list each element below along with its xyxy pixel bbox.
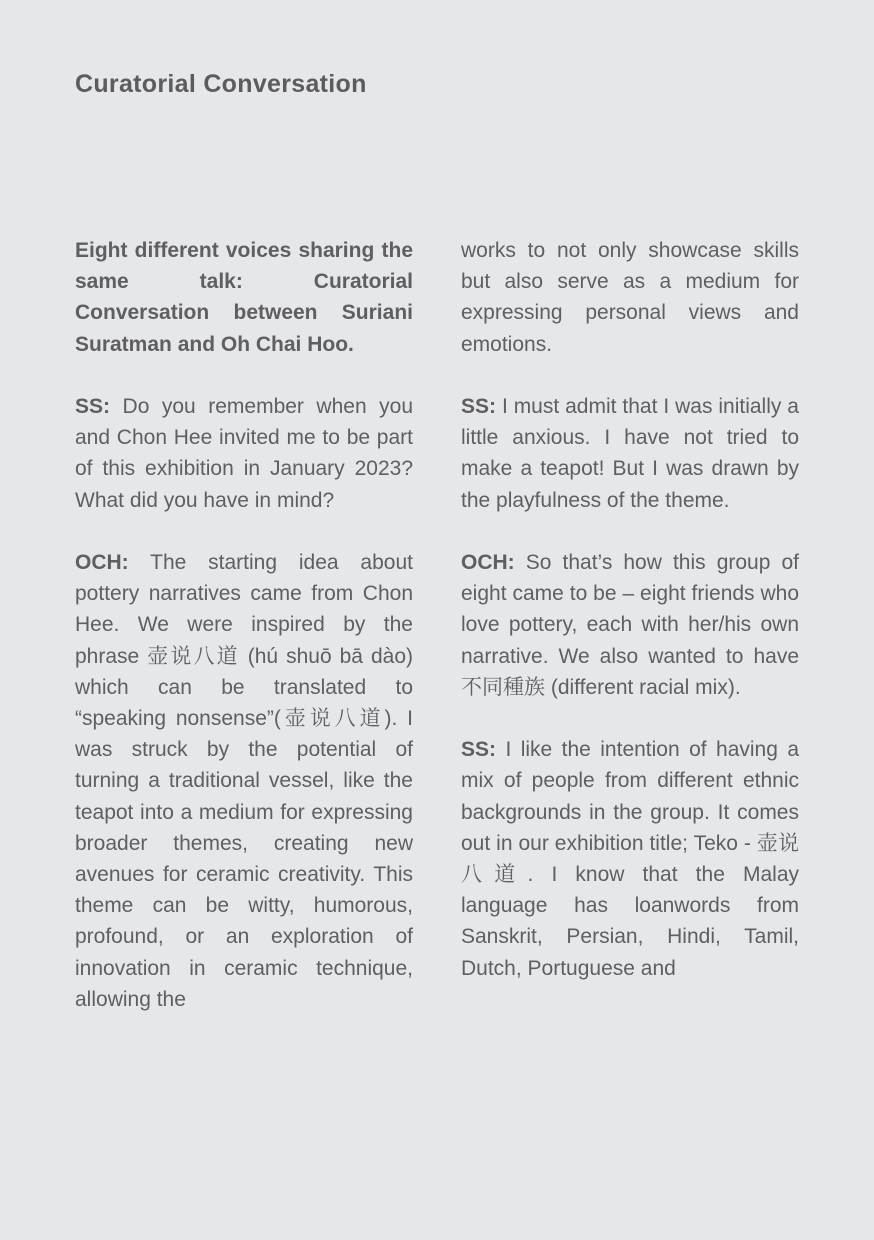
paragraph-text: Eight different voices sharing the same talk: Curatorial Conversation between Suriani Suratman and Oh Chai Hoo. (75, 239, 413, 356)
paragraph-text: I like the intention of having a mix of people from different ethnic backgrounds in the group. It comes out in our exhibition title; Teko - 壶说八道. I know that the Malay language has loanwords from Sanskrit, Persian, Hindi, Tamil, Dutch, Portuguese and (461, 738, 800, 980)
intro-heading (75, 235, 413, 360)
speaker-label: OCH: (461, 551, 515, 574)
paragraph-text: So that’s how this group of eight came to be – eight friends who love pottery, each with her/his own narrative. We also wanted to have 不同種族 (different racial mix). (461, 551, 799, 699)
speaker-label: SS: (461, 395, 497, 418)
paragraph (461, 547, 799, 703)
paragraph-text: I must admit that I was initially a little anxious. I have not tried to make a teapot! But I was drawn by the playfulness of the theme. (461, 395, 799, 512)
paragraph-text: The starting idea about pottery narratives came from Chon Hee. We were inspired by the phrase 壶说八道 (hú shuō bā dào) which can be translated to “speaking nonsense”(壶说八道). I was struck by the potential of turning a traditional vessel, like the teapot into a medium for expressing broader themes, creating new avenues for ceramic creativity. This theme can be witty, humorous, profound, or an exploration of innovation in ceramic technique, allowing the (75, 551, 413, 1011)
speaker-label: SS: (461, 738, 497, 762)
paragraph-text: works to not only showcase skills but also serve as a medium for expressing personal views and emotions. (461, 239, 799, 356)
paragraph (461, 235, 799, 360)
paragraph (461, 734, 799, 984)
left-column (75, 235, 413, 1015)
speaker-label: SS: (75, 395, 111, 418)
right-column (461, 235, 799, 984)
page-title: Curatorial Conversation (75, 70, 367, 98)
paragraph-text: Do you remember when you and Chon Hee invited me to be part of this exhibition in January 2023? What did you have in mind? (75, 395, 413, 512)
paragraph (461, 391, 799, 516)
speaker-label: OCH: (75, 551, 129, 574)
paragraph (75, 547, 413, 1015)
paragraph (75, 391, 413, 516)
